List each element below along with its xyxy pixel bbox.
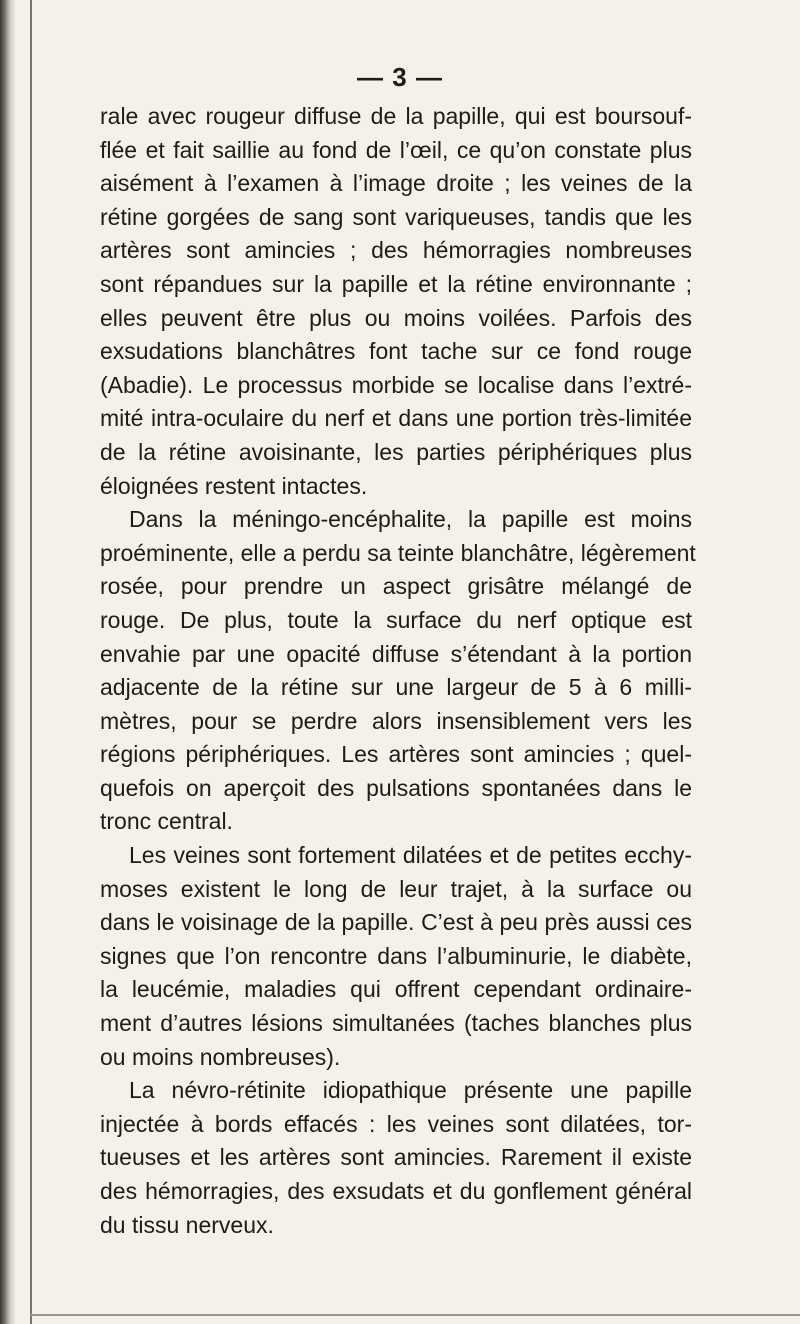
page-number: — 3 —: [357, 62, 443, 92]
text-line: Les veines sont fortement dilatées et de petites ecchy-: [129, 842, 692, 869]
text-line: la leucémie, maladies qui offrent cependant ordinaire-: [100, 976, 692, 1003]
text-line: envahie par une opacité diffuse s’étendant à la portion: [100, 640, 692, 667]
text-line: artères sont amincies ; des hémorragies nombreuses: [100, 237, 692, 264]
page-left-border: [30, 0, 32, 1324]
text-line: elles peuvent être plus ou moins voilées. Parfois des: [100, 304, 692, 331]
text-line: éloignées restent intactes.: [100, 472, 368, 499]
body-text: [100, 100, 696, 1242]
text-line: quefois on aperçoit des pulsations spontanées dans le: [100, 774, 692, 801]
paragraph-1: [100, 100, 692, 503]
text-line: adjacente de la rétine sur une largeur de 5 à 6 milli-: [100, 674, 692, 701]
text-line: exsudations blanchâtres font tache sur ce fond rouge: [100, 338, 692, 365]
text-line: des hémorragies, des exsudats et du gonflement général: [100, 1178, 692, 1204]
text-line: tronc central.: [100, 808, 233, 835]
text-line: rouge. De plus, toute la surface du nerf optique est: [100, 606, 692, 633]
text-line: régions périphériques. Les artères sont amincies ; quel-: [100, 741, 692, 768]
text-line: rosée, pour prendre un aspect grisâtre mélangé de: [100, 573, 692, 600]
text-line: ment d’autres lésions simultanées (taches blanches plus: [100, 1010, 692, 1037]
text-line: mètres, pour se perdre alors insensiblement vers les: [100, 707, 692, 734]
paragraph-4: [100, 1074, 692, 1242]
text-line: sont répandues sur la papille et la rétine environnante ;: [100, 270, 692, 297]
text-line: signes que l’on rencontre dans l’albuminurie, le diabète,: [100, 942, 692, 969]
paragraph-3: [100, 839, 692, 1074]
text-line: rale avec rougeur diffuse de la papille, qui est boursouf-: [100, 103, 692, 129]
text-line: (Abadie). Le processus morbide se localise dans l’extré-: [100, 371, 692, 398]
text-line: mité intra-oculaire du nerf et dans une portion très-limitée: [100, 405, 692, 432]
text-line: La névro-rétinite idiopathique présente une papille: [129, 1077, 692, 1104]
text-line: du tissu nerveux.: [100, 1211, 274, 1238]
text-line: flée et fait saillie au fond de l’œil, ce qu’on constate plus: [100, 136, 692, 163]
text-line: proéminente, elle a perdu sa teinte blanchâtre, légèrement: [100, 539, 696, 566]
text-line: aisément à l’examen à l’image droite ; les veines de la: [100, 170, 692, 197]
text-line: ou moins nombreuses).: [100, 1043, 341, 1070]
text-line: dans le voisinage de la papille. C’est à peu près aussi ces: [100, 909, 692, 936]
text-line: tueuses et les artères sont amincies. Rarement il existe: [100, 1144, 692, 1171]
text-line: de la rétine avoisinante, les parties périphériques plus: [100, 438, 692, 465]
text-line: Dans la méningo-encéphalite, la papille est moins: [129, 506, 692, 533]
paragraph-2: [100, 503, 696, 839]
book-binding-edge: [0, 0, 16, 1324]
text-line: injectée à bords effacés : les veines sont dilatées, tor-: [100, 1110, 692, 1137]
page-bottom-border: [30, 1314, 800, 1316]
text-line: rétine gorgées de sang sont variqueuses, tandis que les: [100, 203, 692, 230]
text-line: moses existent le long de leur trajet, à la surface ou: [100, 875, 692, 902]
